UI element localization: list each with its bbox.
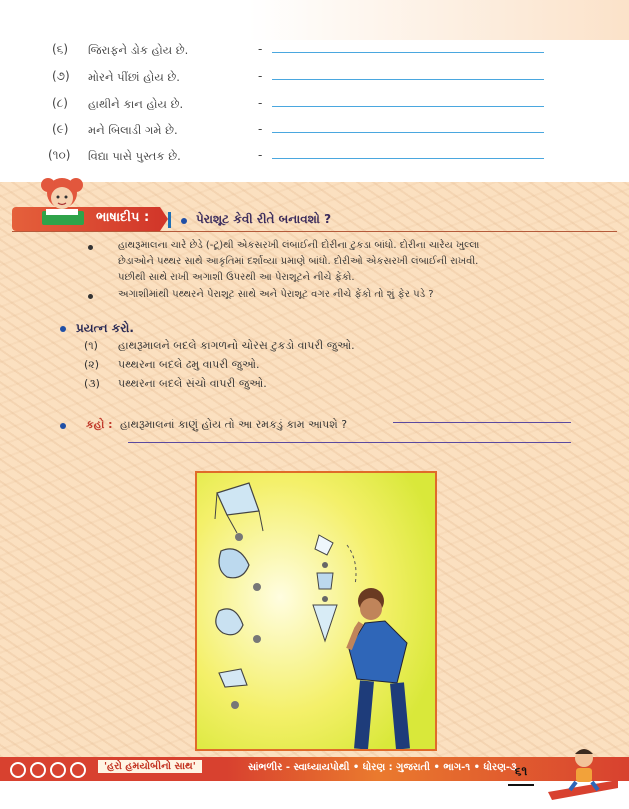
exercise-dash: - bbox=[258, 42, 263, 56]
project-item-number: (૧) bbox=[84, 339, 98, 352]
exercise-sentence: જિરાફને ડોક હોય છે. bbox=[88, 43, 189, 57]
exercise-number: (૮) bbox=[52, 96, 68, 110]
exercise-sentence: મોરને પીંછાં હોય છે. bbox=[88, 70, 180, 84]
reading-girl-icon bbox=[32, 171, 92, 231]
exercise-sentence: મને બિલાડી ગમે છે. bbox=[88, 123, 178, 137]
exercise-row-6 bbox=[0, 40, 629, 62]
project-bullet bbox=[60, 326, 66, 332]
parachute-scene-image bbox=[197, 473, 435, 749]
exercise-dash: - bbox=[258, 96, 263, 110]
exercise-dash: - bbox=[258, 69, 263, 83]
exercise-row-7 bbox=[0, 67, 629, 89]
parachute-illustration bbox=[195, 471, 437, 751]
exercise-number: (૭) bbox=[52, 69, 70, 83]
say-label: કહો : bbox=[86, 418, 113, 431]
exercise-number: (૯) bbox=[52, 122, 69, 136]
answer-line[interactable] bbox=[272, 79, 544, 80]
top-fade bbox=[249, 0, 629, 40]
heading-bullet bbox=[181, 218, 187, 224]
section-heading: પેરાશૂટ કેવી રીતે બનાવશો ? bbox=[196, 212, 332, 226]
answer-line[interactable] bbox=[272, 52, 544, 53]
answer-line[interactable] bbox=[272, 158, 544, 159]
section-banner-label: ભાષાદીપ : bbox=[96, 210, 150, 225]
exercise-number: (૬) bbox=[52, 42, 69, 56]
exercise-sentence: હાથીને કાન હોય છે. bbox=[88, 97, 184, 111]
footer-book-info: સાંભળીર - સ્વાધ્યાયપોથી • ધોરણ : ગુજરાતી • ભાગ-૧ • ધોરણ-૩ bbox=[248, 762, 517, 773]
say-question: હાથરૂમાલનાં કાણું હોય તો આ રમકડું કામ આપશે ? bbox=[120, 418, 348, 431]
exercise-number: (૧૦) bbox=[48, 148, 71, 162]
banner-underline bbox=[12, 231, 617, 232]
instruction-line: છેડાઓને પથ્થર સાથે આકૃતિમાં દર્શાવ્યા પ્રમાણે બાંધો. દોરીઓ એકસરખી લંબાઈની રાખવી. bbox=[118, 256, 479, 267]
project-item: પથ્થરના બદલે ઢમુ વાપરી જુઓ. bbox=[118, 358, 260, 371]
instruction-line: અગાશીમાંથી પથ્થરને પેરાશૂટ સાથે અને પેરાશૂટ વગર નીચે ફેંકો તો શું ફેર પડે ? bbox=[118, 289, 434, 300]
exercise-row-8 bbox=[0, 94, 629, 116]
heading-marker bbox=[168, 212, 171, 228]
banner-tail bbox=[160, 207, 168, 231]
page-number: ૬૧ bbox=[508, 764, 534, 786]
answer-line[interactable] bbox=[272, 132, 544, 133]
exercise-row-9 bbox=[0, 120, 629, 142]
project-item: પથ્થરના બદલે સંચો વાપરી જુઓ. bbox=[118, 377, 267, 390]
project-item-number: (૩) bbox=[84, 377, 100, 390]
answer-line[interactable] bbox=[393, 422, 571, 423]
exercise-dash: - bbox=[258, 148, 263, 162]
answer-line[interactable] bbox=[128, 442, 571, 443]
project-item-number: (૨) bbox=[84, 358, 100, 371]
instruction-line: હાથરૂમાલના ચારે છેડે (-ટૂ)થી એકસરખી લંબાઈની દોરીના ટુકડા બાંધો. દોરીના ચારેય ખુલ્લા bbox=[118, 240, 480, 251]
bullet bbox=[88, 294, 93, 299]
instruction-line: પછીથી સાથે રાખી અગાશી ઉપરથી આ પેરાશૂટને નીચે ફેંકો. bbox=[118, 272, 355, 283]
bullet bbox=[88, 245, 93, 250]
say-bullet bbox=[60, 423, 66, 429]
kid-with-pencil-icon bbox=[548, 744, 618, 806]
project-item: હાથરૂમાલને બદલે કાગળનો ચોરસ ટુકડો વાપરી જુઓ. bbox=[118, 339, 355, 352]
answer-line[interactable] bbox=[272, 106, 544, 107]
footer-quote: 'હરો હમયોબીનો સાથ' bbox=[98, 760, 202, 773]
decorative-loops-icon bbox=[6, 760, 96, 780]
exercise-sentence: વિદ્યા પાસે પુસ્તક છે. bbox=[88, 149, 181, 163]
project-title: પ્રયત્ન કરો. bbox=[76, 321, 134, 335]
exercise-row-10 bbox=[0, 146, 629, 168]
exercise-dash: - bbox=[258, 122, 263, 136]
